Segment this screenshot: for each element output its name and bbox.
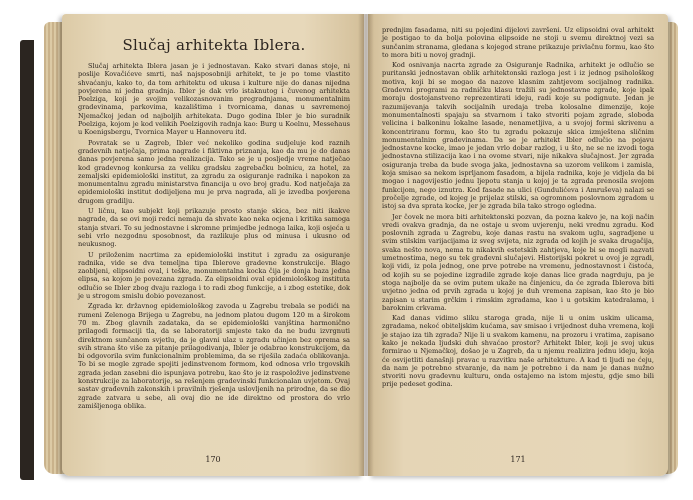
paragraph: Kad danas vidimo sliku staroga grada, nije li u onim uskim ulicama, zgradama, nekoć obiteljskim kućama, sav smisao i vrijednost duha vremena, koji je stajao iza tih zgrada? Nije li u svakom kamenu, na prozoru i vratima, zapisano kako je nekada ljudski duh shvaćao prostor? Arhitekt Ibler, koji je svoj ukus formirao u Njemačkoj, došao je u Zagreb, da u njemu realizira jednu ideju, koja će osvijetliti današnji pravac u razvitku naše arhitekture. A kad ti ljudi ne ćeju, da nam je potrebno stvaranje, da nam je potrebno i da nam je danas nužno stvoriti novu građevnu kulturu, onda ostajemo na istom mjestu, gdje smo bili prije pedeset godina.: [382, 314, 654, 389]
paragraph: Slučaj arhitekta Iblera jasan je i jednostavan. Kako stvari danas stoje, ni poslije Kovačićeve smrti, naš najsposobniji arhitekt, te je po tome vlastito shvaćanju, kako to, da tom arhitektu od ukusa i kulture nije do danas nijedna povjerena ni jedna gradnja. Ibler je dak vrlo istaknutog i čuvenog arhitekta Poelziga, koji je svojim velikozasnovanim pregradnjama, monumentalnim gradevinama, parkovima, kazalištima i tvornicama, danas u savremenoj Njemačkoj jedan od najboljih arhitekata. Dugo godina Ibler je bio suradnik Poelziga, kojom je kod velikih Poelzigovih radnja kao: Burg u Koelnu, Messehaus u Koenigsbergu, Tvornica Mayer u Hannoveru itd.: [78, 62, 350, 137]
paragraph: U priloženim nacrtima za epidemiološki institut i zgradu za osiguranje radnika, vide se dva temeljna tipa Iblerove gradevne konstrukcije. Blago zaobljeni, elipsoidni oval, i teške, monumentalna kocka čija je donja baza jedna elipsa, sa kojom je povezana zgrada. Za elipsoidni oval epidemiološkog instituta odlučio se Ibler zbog dvaju razloga i to radi zbog funkcije, a i zbog estetike, dok je u strogom smislu dobio povezanost.: [78, 250, 350, 301]
paragraph: Jer čovek ne mora biti arhitektonski pozvan, da pozna kakvo je, na koji način vredi ovakva gradnja, da ne ostaje u svom uvjerenju, neki vrednu zgradu. Kod poslovnih zgrada u Zagrebu, koje danas rastu na svakom uglu, sagradjene u svim stilskim varijacijama iz sveg svijeta, niz zgrada od kojih je svaka drugačija, svaka nešto nova, nema tu nikakvih estetskih zahtjeva, koje bi se mogli nazvati umetnostima, nego su tek građevni slučajevi. Historijski pokret u ovoj je zgradi, koji vidi, iz pola jednog, one prve potrebe na vremenu, jednostavnost i čistoća, od kojih su se pojedine izgradile zgrade koje danas lice grada nagrduju, pa je stoga najbolje da se ovim putem ukaže na činjenicu, da će zgrada Iblerova biti uvjetno jedna od prvih zgrada u kojoj je duh vremena zapisan, kao što je bio zapisan u starim grčkim i rimskim zgradama, kao i u gotskim katedralama, i baroknim crkvama.: [382, 212, 654, 312]
paragraph: Povratak se u Zagreb, Ibler već nekoliko godina sudjeluje kod raznih gradevnih natječaja, prima nagrade i fiktivna priznanja, kao da mu je do danas danas povjerena samo jedna realizacija. Tako se je u posljedje vreme natječao kod gradevnog konkursa za veliku gradsku zagrebačku bolnicu, za hotel, za zemaljski epidemiološki institut, za zgradu za osiguranje radnika i napokon za monumentalnu zgradu ministarstva financija u ovo broj gradu. Kod natječaja za epidemiološki institut dodijeljena mu je prva nagrada, ali je izvedba povjerena drugom gradilju.: [78, 138, 350, 205]
paragraph: prednjim fasadama, niti su pojedini dijelovi završeni. Uz elipsoidni oval arhitekt je postigao to da bolja polovina elipsoide ne stoji u svemu direktnoj vezi sa sunčanim stranama, gledana s kojegod strane prikazuje privlačnu formu, kao što to mora biti u novoj gradnji.: [382, 26, 654, 59]
chapter-title: Slučaj arhitekta Iblera.: [122, 36, 306, 54]
book-cover-edge: [20, 40, 34, 480]
paragraph: Kod osnivanja nacrta zgrade za Osiguranje Radnika, arhitekt je odlučio se puritanski jednostavan oblik arhitektonski razloga jest i iz jednog psihološkog motiva, koji bi se mogao da nazove klasnim zahtjevom socijalnog radnika. Gradevni programi za radničku klasu tražili su jednostavne zgrade, koje ipak moraju dostojanstveno reprezentirati ideju, radi koje su podignute. Jedan je razumijevanja takvih socijalnih uredaja treba kolosalne dimenzije, koje monumentalnosti spajaju sa stvarnom i tako stvoriti pojam zgrade, sloboda velicina i balkoninu lokalne lasade, nenametljiva, a u svojoj formi skrivenu a koncentriranu formu, kao što tu zgradu pokazuje skica izmještena sličnim monumentalnim gradevinama. Da se je arhitekt Ibler odlučio na pojavu jednostavne kocke, imao je jedan vrlo dobar razlog, i u što, ne se ne izvodi toga jednostavna stilizacija kao i na ovome stvari, nije nikakva slučajnost. Jer zgrada osiguranja treba da bude svoga jaka, jednostavna sa uzorom velikom i zamisla, koja smisao sa nekom isprljanom fasadom, a bijela radnika, koje je vidjela da bi mogao i nagovijestio jednu ljepotu stanja u kojoj je ta zgrada prenosila svojom funkcijom, nego iznutra. Kod fasade na ulici (Gundulićeva i Amruševa) nalazi se pročelje zgrade, od kojeg je prijelaz stilski, sa ogromnom poslovnom zgradom u istoj sa dva sprata kocke, jer je zgrada bila tako strogo ogledna.: [382, 61, 654, 211]
paragraph: U ličnu, kao subjekt koji prikazuje prosto stanje skica, bez niti ikakve nagrade, da se ovi moji redci nemaju da shvate kao neka ocjena i kritika samoga stanja stvari. To su jednostavne i skromne primjedbe jednoga laika, koji osjeća u sebi vrlo nezgodnu sposobnost, da razlikuje plus od minusa i ukusno od neukusnog.: [78, 207, 350, 249]
left-page: [62, 14, 364, 476]
book-gutter: [358, 14, 374, 476]
page-number-right: 171: [510, 455, 526, 464]
page-number-left: 170: [205, 455, 221, 464]
paragraph: Zgrada kr. državnog epidemiološkog zavoda u Zagrebu trebala se podići na rumeni Zelenoga Brijega u Zagrebu, na jednom platou dugom 120 m a širokom 70 m. Zbog glavnih zadataka, da se epidemiološki vanjština harmonično prilagodi formaciji tla, da se laboratoriji smjeste tako da ne budu izvrgnuti direktnom sunčanom svjetlu, da je glavni ulaz u zgradu učinjen bez oprema sa svih strana što više za pitanje prilagodivanja, Ibler je odabrao konstrukcijom, da bi odgovorila svim funkcionalnim problemima, da se riješila zadaća oblikovanja. To bi se mogle zgrade spojiti jedinstvenom formom, kod odnosa vrlo trgovskih zgrada jedan zasebni dio ispunjava potrebu, kao što je iz raspoložive jedinstvene konstrukcije za laboratorije, sa rešenjem gradevinski funkcionalan uvjetom. Ovaj sastav građevnih zakonskih i pravilnih rješenja uslovljenih na prirodne, da se dio zgrade zatvara u sebe, ali ovaj dio ne ide direktno od prostora do vrlo zamišljenoga oblika.: [78, 302, 350, 410]
right-page: [368, 14, 668, 476]
